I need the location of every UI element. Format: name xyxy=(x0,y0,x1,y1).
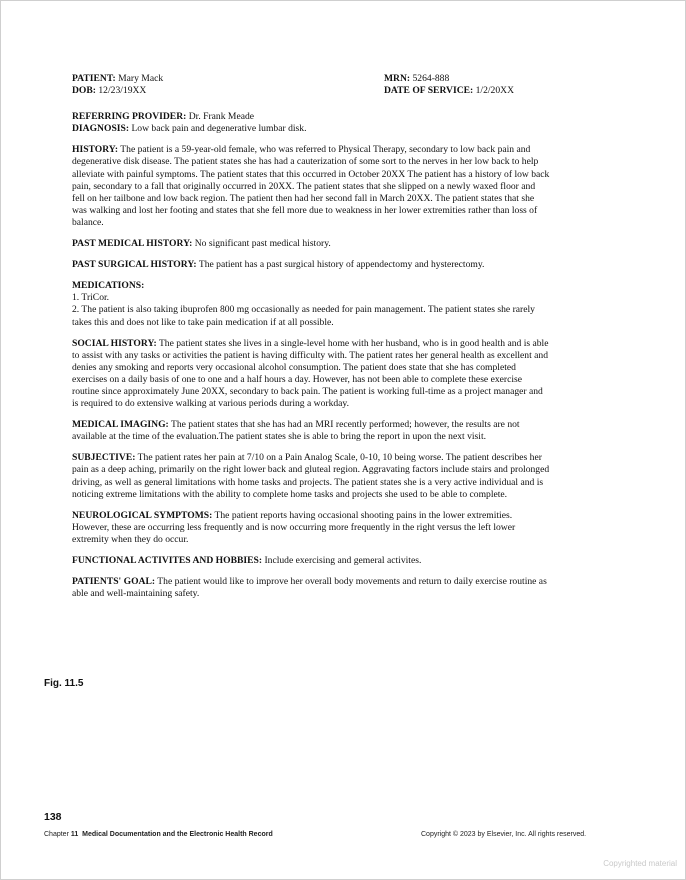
patient-header-row-1 xyxy=(72,73,550,85)
history-label: HISTORY: xyxy=(72,144,119,156)
neurological-symptoms-label: NEUROLOGICAL SYMPTOMS: xyxy=(72,509,213,521)
patients-goal-text: The patient would like to improve her overall body movements and return to daily exercise routine as able and well-maintaining safety. xyxy=(72,576,547,600)
past-surgical-history-text: The patient has a past surgical history of appendectomy and hysterectomy. xyxy=(196,259,485,271)
history-text: The patient is a 59-year-old female, who was referred to Physical Therapy, secondary to low back pain and degenerative disk disease. The patient states she has had a cauterization of some sort to the nerves in her low back to help alleviate with painful symptoms. The patient states that this occurred in October 20XX The patient has a history of low back pain, secondary to a fall that originally occurred in 20XX. The patient states that she slipped on a newly waxed floor and fell on her tailbone and low back region. The patient then had her second fall in March 20XX. The patient states that she was walking and lost her footing and states that she fell more due to weakness in her lower extremities rather than loss of balance. xyxy=(72,144,550,228)
patient-value: Mary Mack xyxy=(115,73,164,84)
mrn-label: MRN: xyxy=(384,73,411,84)
page-number: 138 xyxy=(44,811,62,823)
chapter-prefix: Chapter xyxy=(44,831,71,838)
patients-goal-section xyxy=(72,576,550,600)
medical-imaging-label: MEDICAL IMAGING: xyxy=(72,419,169,431)
referral-section xyxy=(72,111,550,135)
neurological-symptoms-text: The patient reports having occasional shooting pains in the lower extremities. However, these are occurring less frequently and is now occurring more frequently in the right versus the left lower extremity when they do occur. xyxy=(72,509,516,545)
date-of-service-field xyxy=(384,85,550,97)
diagnosis-value: Low back pain and degenerative lumbar disk. xyxy=(129,123,307,135)
social-history-section xyxy=(72,338,550,411)
diagnosis xyxy=(72,123,550,135)
referring-provider-label: REFERRING PROVIDER: xyxy=(72,111,187,123)
dob-value: 12/23/19XX xyxy=(95,85,147,97)
chapter-footer xyxy=(44,831,273,838)
functional-activities-label: FUNCTIONAL ACTIVITES AND HOBBIES: xyxy=(72,555,263,566)
social-history-text: The patient states she lives in a single-level home with her husband, who is in good health and is able to assist with any tasks or activities the patient is having difficulty with. The patient rates her general health as excellent and denies any smoking and reports very occasional alcohol consumption. The patient does state that she has completed exercises on a daily basis of one to one and a half hours a day. However, has not been able to complete these exercise routine since approximately June 20XX, secondary to back pain. The patient is working full-time as a project manager and is required to do extensive walking at various periods during a workday. xyxy=(72,337,549,410)
dos-label: DATE OF SERVICE: xyxy=(384,85,474,97)
past-surgical-history-section xyxy=(72,259,550,271)
diagnosis-label: DIAGNOSIS: xyxy=(72,123,130,135)
copyright-watermark: Copyrighted material xyxy=(603,859,677,868)
medical-imaging-text: The patient states that she has had an MRI recently performed; however, the results are not available at the time of the evaluation.The patient states she is able to bring the report in upon the next visit. xyxy=(72,419,520,443)
past-medical-history-text: No significant past medical history. xyxy=(192,238,331,250)
patients-goal-label: PATIENTS' GOAL: xyxy=(72,576,156,588)
copyright-notice: Copyright © 2023 by Elsevier, Inc. All rights reserved. xyxy=(421,831,587,838)
figure-label: Fig. 11.5 xyxy=(44,678,84,689)
referring-provider-value: Dr. Frank Meade xyxy=(186,111,255,123)
mrn-value: 5264-888 xyxy=(410,73,450,84)
functional-activities-text: Include exercising and gemeral activites. xyxy=(262,555,422,566)
medication-item: 2. The patient is also taking ibuprofen 800 mg occasionally as needed for pain management. The patient states she rarely takes this and does not like to take pain medication if at all possible. xyxy=(72,304,535,328)
medication-item: 1. TriCor. xyxy=(72,292,110,304)
history-section xyxy=(72,144,550,229)
chapter-title: Medical Documentation and the Electronic Health Record xyxy=(82,831,273,838)
past-medical-history-section xyxy=(72,238,550,250)
mrn-field xyxy=(384,73,550,85)
past-medical-history-label: PAST MEDICAL HISTORY: xyxy=(72,238,193,250)
dob-label: DOB: xyxy=(72,85,96,97)
medications-label: MEDICATIONS: xyxy=(72,280,145,292)
neurological-symptoms-section xyxy=(72,510,550,546)
patient-header-row-2 xyxy=(72,85,550,97)
subjective-section xyxy=(72,452,550,500)
patient-field xyxy=(72,73,384,85)
patient-label: PATIENT: xyxy=(72,73,116,84)
chapter-number: 11 xyxy=(70,831,79,838)
functional-activities-section xyxy=(72,555,550,567)
medications-section xyxy=(72,280,550,328)
subjective-text: The patient rates her pain at 7/10 on a Pain Analog Scale, 0-10, 10 being worse. The patient describes her pain as a deep aching, primarily on the right lower back and gluteal region. Aggravating factors include stairs and prolonged driving, as well as general limitations with home tasks and projects. The patient states she is a very active individual and is noticing extreme limitations with the ability to complete home tasks and projects she used to be able to complete. xyxy=(72,452,550,500)
medical-imaging-section xyxy=(72,419,550,443)
social-history-label: SOCIAL HISTORY: xyxy=(72,337,157,349)
referring-provider xyxy=(72,111,550,123)
past-surgical-history-label: PAST SURGICAL HISTORY: xyxy=(72,259,197,271)
subjective-label: SUBJECTIVE: xyxy=(72,452,136,464)
dob-field xyxy=(72,85,384,97)
dos-value: 1/2/20XX xyxy=(473,85,514,97)
medical-record xyxy=(72,73,550,600)
